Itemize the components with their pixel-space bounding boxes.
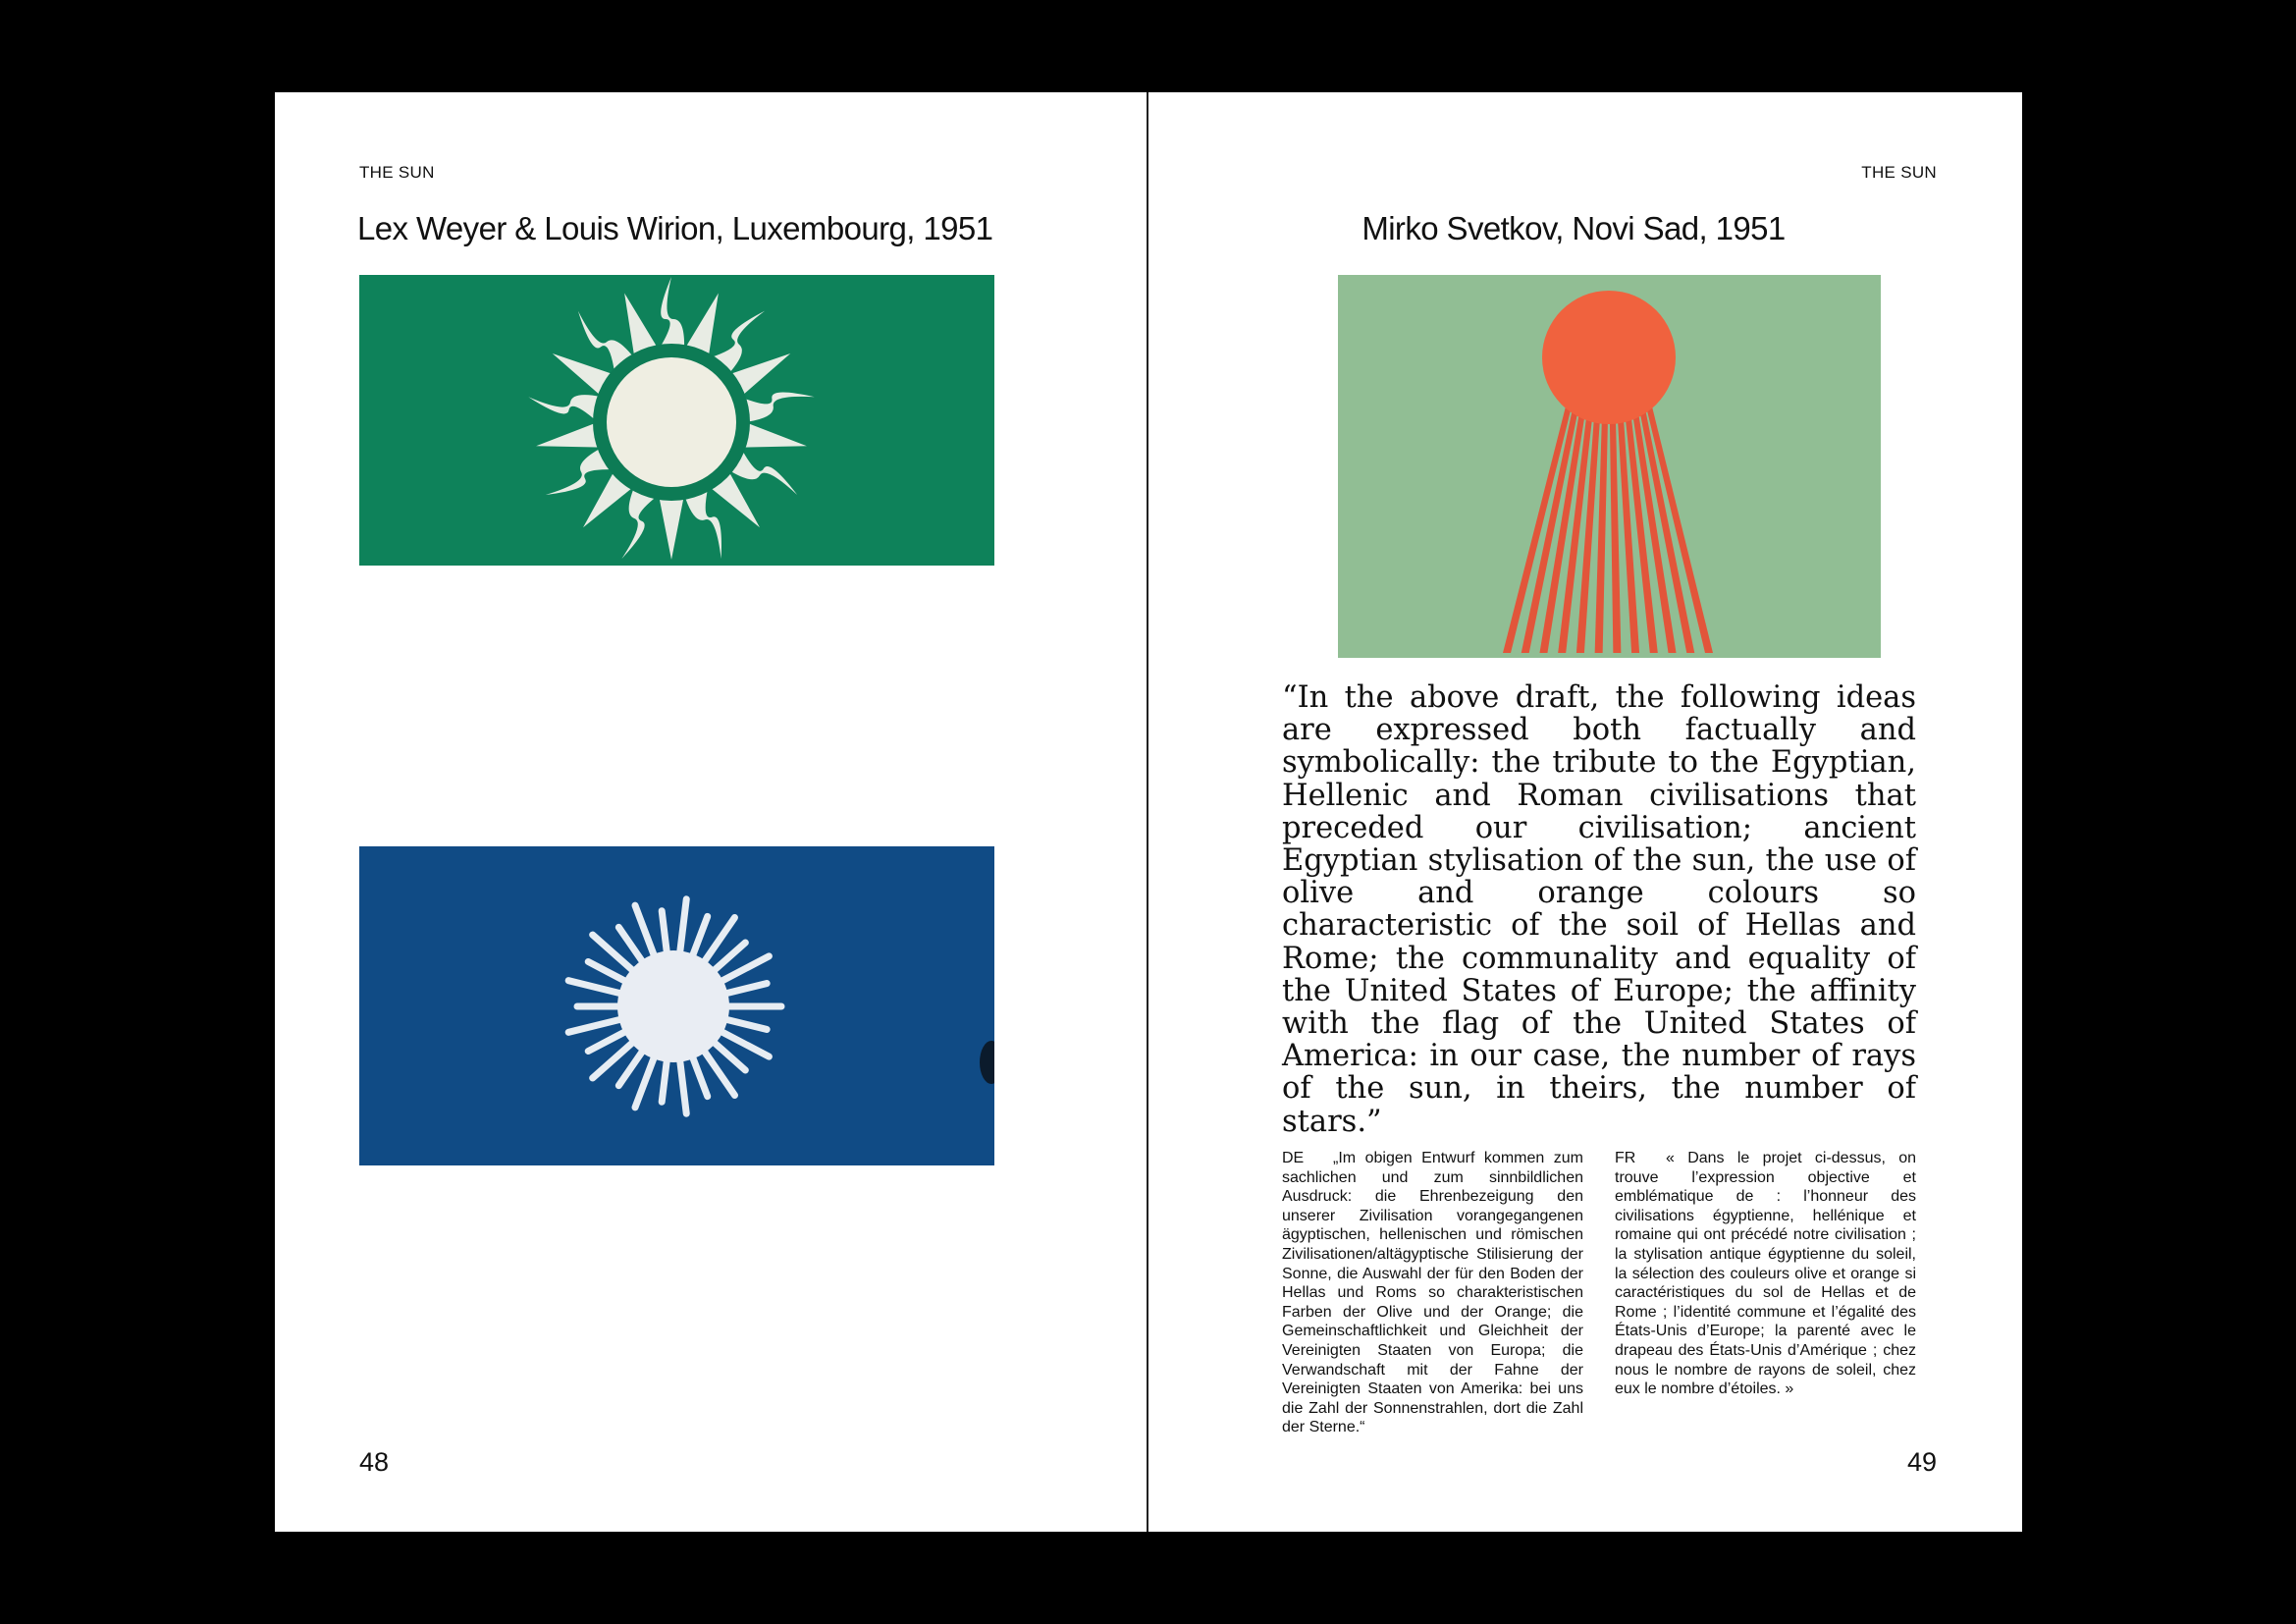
sun-disc <box>607 357 736 487</box>
book-spread <box>275 92 2022 1532</box>
green-sun-flag-drawing <box>359 275 994 566</box>
sun-disc <box>1542 291 1676 424</box>
english-quote: “In the above draft, the following ideas are expressed both factually and symbolically: the tribute to the Egyptian, Hellenic and Roman civilisations that preceded our civilisation; ancient Egyptian stylisation of the sun, the use of olive and orange colours so characteristic of the soil of Hellas and Rome; the communality and equality of the United States of Europe; the affinity with the flag of the United States of America: in our case, the number of rays of the sun, in theirs, the number of stars.” <box>1282 680 1916 1139</box>
flag-caption: Lex Weyer & Louis Wirion, Luxembourg, 1951 <box>357 210 993 246</box>
sun-disc <box>617 950 729 1062</box>
german-translation <box>1282 1149 1583 1437</box>
translation-text: « Dans le projet ci-dessus, on trouve l’expression objective et emblématique de : l’honneur des civilisations égyptienne, hellénique et romaine qui ont précédé notre civilisation ; la stylisation antique égyptienne du soleil, la sélection des couleurs olive et orange si caractéristiques du sol de Hellas et de Rome ; l’identité commune et l’égalité des États-Unis d’Europe; la parenté avec le drapeau des États-Unis d’Amérique ; chez nous le nombre de rayons de soleil, chez eux le nombre d’étoiles. » <box>1615 1150 1916 1398</box>
page-number: 49 <box>1906 1447 1937 1477</box>
french-translation <box>1615 1149 1916 1399</box>
right-page <box>1148 92 2022 1532</box>
language-tag: FR <box>1615 1150 1636 1166</box>
green-sun-flag-image <box>359 275 994 566</box>
translation-text: „Im obigen Entwurf kommen zum sachlichen und zum sinnbildlichen Ausdruck: die Ehrenbezeigung den unserer Zivilisation vorangegangenen ägyptischen, hellenischen und römischen Zivilisationen/altägyptische Stilisierung der Sonne, die Auswahl der für den Boden der Hellas und Roms so charakteristischen Farben der Olive und der Orange; die Gemeinschaftlichkeit und Gleichheit der Vereinigten Staaten von Europa; die Verwandschaft mit der Fahne der Vereinigten Staaten von Amerika: bei uns die Zahl der Sonnenstrahlen, dort die Zahl der Sterne.“ <box>1282 1150 1583 1436</box>
orange-sun-flag-drawing <box>1338 275 1881 658</box>
flag-caption: Mirko Svetkov, Novi Sad, 1951 <box>1362 210 1786 246</box>
blue-sun-flag-drawing <box>359 846 994 1165</box>
left-page <box>275 92 1147 1532</box>
orange-sun-flag-image <box>1338 275 1881 658</box>
language-tag: DE <box>1282 1150 1305 1166</box>
blue-sun-flag-image <box>359 846 994 1165</box>
running-head: THE SUN <box>1861 163 1937 182</box>
page-number: 48 <box>359 1447 390 1477</box>
running-head: THE SUN <box>359 163 435 182</box>
